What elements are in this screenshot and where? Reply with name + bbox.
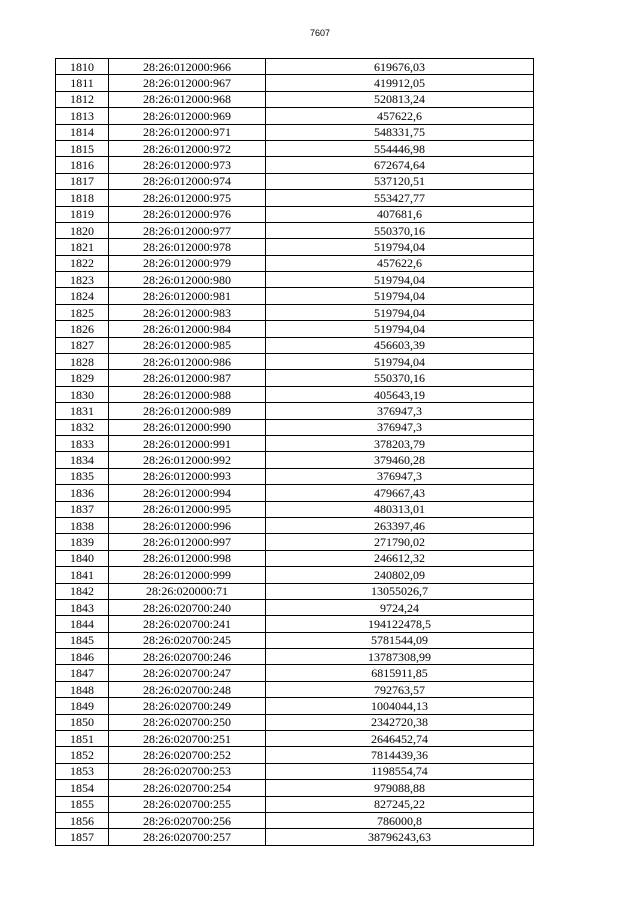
cadastral-value-cell: 2342720,38 xyxy=(266,714,534,730)
cadastral-number-cell: 28:26:020700:250 xyxy=(109,714,266,730)
table-row xyxy=(56,239,534,255)
row-number-cell: 1851 xyxy=(56,731,109,747)
cadastral-value-cell: 376947,3 xyxy=(266,419,534,435)
row-number-cell: 1843 xyxy=(56,599,109,615)
cadastral-value-cell: 519794,04 xyxy=(266,288,534,304)
cadastral-number-cell: 28:26:012000:968 xyxy=(109,91,266,107)
table-row xyxy=(56,714,534,730)
table-row xyxy=(56,59,534,75)
table-row xyxy=(56,304,534,320)
cadastral-value-table xyxy=(55,58,534,846)
table-row xyxy=(56,354,534,370)
table-row xyxy=(56,731,534,747)
table-row xyxy=(56,435,534,451)
table-row xyxy=(56,124,534,140)
cadastral-value-cell: 407681,6 xyxy=(266,206,534,222)
row-number-cell: 1847 xyxy=(56,665,109,681)
cadastral-number-cell: 28:26:020700:252 xyxy=(109,747,266,763)
cadastral-number-cell: 28:26:012000:984 xyxy=(109,321,266,337)
row-number-cell: 1841 xyxy=(56,567,109,583)
cadastral-number-cell: 28:26:020700:251 xyxy=(109,731,266,747)
table-row xyxy=(56,403,534,419)
cadastral-number-cell: 28:26:012000:985 xyxy=(109,337,266,353)
cadastral-value-cell: 979088,88 xyxy=(266,780,534,796)
cadastral-value-cell: 550370,16 xyxy=(266,222,534,238)
cadastral-number-cell: 28:26:020700:257 xyxy=(109,829,266,845)
row-number-cell: 1842 xyxy=(56,583,109,599)
page-number: 7607 xyxy=(309,28,331,38)
row-number-cell: 1825 xyxy=(56,304,109,320)
cadastral-value-cell: 246612,32 xyxy=(266,550,534,566)
cadastral-number-cell: 28:26:012000:976 xyxy=(109,206,266,222)
cadastral-number-cell: 28:26:012000:978 xyxy=(109,239,266,255)
cadastral-number-cell: 28:26:012000:977 xyxy=(109,222,266,238)
cadastral-number-cell: 28:26:012000:997 xyxy=(109,534,266,550)
row-number-cell: 1823 xyxy=(56,272,109,288)
table-row xyxy=(56,173,534,189)
row-number-cell: 1845 xyxy=(56,632,109,648)
row-number-cell: 1819 xyxy=(56,206,109,222)
row-number-cell: 1850 xyxy=(56,714,109,730)
cadastral-number-cell: 28:26:012000:972 xyxy=(109,140,266,156)
cadastral-value-cell: 240802,09 xyxy=(266,567,534,583)
row-number-cell: 1836 xyxy=(56,485,109,501)
cadastral-number-cell: 28:26:020700:247 xyxy=(109,665,266,681)
row-number-cell: 1821 xyxy=(56,239,109,255)
row-number-cell: 1812 xyxy=(56,91,109,107)
cadastral-value-cell: 519794,04 xyxy=(266,321,534,337)
cadastral-number-cell: 28:26:012000:987 xyxy=(109,370,266,386)
table-row xyxy=(56,419,534,435)
cadastral-value-cell: 271790,02 xyxy=(266,534,534,550)
cadastral-number-cell: 28:26:012000:980 xyxy=(109,272,266,288)
cadastral-value-cell: 6815911,85 xyxy=(266,665,534,681)
row-number-cell: 1826 xyxy=(56,321,109,337)
cadastral-value-cell: 457622,6 xyxy=(266,108,534,124)
row-number-cell: 1856 xyxy=(56,812,109,828)
cadastral-number-cell: 28:26:012000:979 xyxy=(109,255,266,271)
row-number-cell: 1852 xyxy=(56,747,109,763)
table-row xyxy=(56,190,534,206)
cadastral-number-cell: 28:26:020700:255 xyxy=(109,796,266,812)
row-number-cell: 1853 xyxy=(56,763,109,779)
row-number-cell: 1848 xyxy=(56,681,109,697)
row-number-cell: 1839 xyxy=(56,534,109,550)
row-number-cell: 1822 xyxy=(56,255,109,271)
cadastral-number-cell: 28:26:012000:981 xyxy=(109,288,266,304)
table-row xyxy=(56,222,534,238)
row-number-cell: 1854 xyxy=(56,780,109,796)
cadastral-number-cell: 28:26:012000:975 xyxy=(109,190,266,206)
row-number-cell: 1824 xyxy=(56,288,109,304)
cadastral-value-cell: 13055026,7 xyxy=(266,583,534,599)
cadastral-value-cell: 554446,98 xyxy=(266,140,534,156)
cadastral-value-cell: 548331,75 xyxy=(266,124,534,140)
table-row xyxy=(56,681,534,697)
cadastral-value-cell: 519794,04 xyxy=(266,272,534,288)
cadastral-number-cell: 28:26:012000:998 xyxy=(109,550,266,566)
table-row xyxy=(56,747,534,763)
cadastral-value-cell: 263397,46 xyxy=(266,517,534,533)
table-row xyxy=(56,632,534,648)
row-number-cell: 1831 xyxy=(56,403,109,419)
table-row xyxy=(56,665,534,681)
cadastral-value-cell: 786000,8 xyxy=(266,812,534,828)
row-number-cell: 1832 xyxy=(56,419,109,435)
table-row xyxy=(56,550,534,566)
table-row xyxy=(56,599,534,615)
cadastral-value-cell: 456603,39 xyxy=(266,337,534,353)
table-row xyxy=(56,108,534,124)
table-row xyxy=(56,255,534,271)
cadastral-value-cell: 792763,57 xyxy=(266,681,534,697)
cadastral-value-cell: 405643,19 xyxy=(266,386,534,402)
table-row xyxy=(56,288,534,304)
row-number-cell: 1834 xyxy=(56,452,109,468)
row-number-cell: 1813 xyxy=(56,108,109,124)
cadastral-value-cell: 553427,77 xyxy=(266,190,534,206)
table-row xyxy=(56,75,534,91)
cadastral-value-cell: 38796243,63 xyxy=(266,829,534,845)
row-number-cell: 1833 xyxy=(56,435,109,451)
row-number-cell: 1838 xyxy=(56,517,109,533)
row-number-cell: 1849 xyxy=(56,698,109,714)
cadastral-number-cell: 28:26:020000:71 xyxy=(109,583,266,599)
cadastral-number-cell: 28:26:012000:990 xyxy=(109,419,266,435)
table-row xyxy=(56,140,534,156)
cadastral-value-cell: 419912,05 xyxy=(266,75,534,91)
cadastral-value-cell: 379460,28 xyxy=(266,452,534,468)
row-number-cell: 1846 xyxy=(56,649,109,665)
row-number-cell: 1835 xyxy=(56,468,109,484)
cadastral-value-cell: 1198554,74 xyxy=(266,763,534,779)
row-number-cell: 1828 xyxy=(56,354,109,370)
cadastral-number-cell: 28:26:020700:248 xyxy=(109,681,266,697)
cadastral-value-cell: 479667,43 xyxy=(266,485,534,501)
row-number-cell: 1810 xyxy=(56,59,109,75)
table-row xyxy=(56,337,534,353)
cadastral-number-cell: 28:26:012000:992 xyxy=(109,452,266,468)
row-number-cell: 1820 xyxy=(56,222,109,238)
cadastral-number-cell: 28:26:012000:989 xyxy=(109,403,266,419)
cadastral-number-cell: 28:26:020700:246 xyxy=(109,649,266,665)
row-number-cell: 1844 xyxy=(56,616,109,632)
row-number-cell: 1818 xyxy=(56,190,109,206)
table-row xyxy=(56,501,534,517)
cadastral-number-cell: 28:26:012000:983 xyxy=(109,304,266,320)
table-row xyxy=(56,206,534,222)
table-row xyxy=(56,91,534,107)
row-number-cell: 1855 xyxy=(56,796,109,812)
row-number-cell: 1857 xyxy=(56,829,109,845)
cadastral-number-cell: 28:26:020700:245 xyxy=(109,632,266,648)
cadastral-value-cell: 376947,3 xyxy=(266,468,534,484)
cadastral-number-cell: 28:26:020700:256 xyxy=(109,812,266,828)
cadastral-value-cell: 519794,04 xyxy=(266,354,534,370)
table-row xyxy=(56,534,534,550)
cadastral-number-cell: 28:26:020700:241 xyxy=(109,616,266,632)
row-number-cell: 1816 xyxy=(56,157,109,173)
cadastral-value-cell: 457622,6 xyxy=(266,255,534,271)
cadastral-value-cell: 7814439,36 xyxy=(266,747,534,763)
cadastral-value-cell: 1004044,13 xyxy=(266,698,534,714)
table-row xyxy=(56,698,534,714)
cadastral-value-cell: 672674,64 xyxy=(266,157,534,173)
table-row xyxy=(56,812,534,828)
cadastral-number-cell: 28:26:012000:991 xyxy=(109,435,266,451)
cadastral-value-cell: 2646452,74 xyxy=(266,731,534,747)
table-row xyxy=(56,517,534,533)
table-body xyxy=(56,59,534,846)
table-row xyxy=(56,567,534,583)
cadastral-number-cell: 28:26:020700:249 xyxy=(109,698,266,714)
table-row xyxy=(56,829,534,845)
table-row xyxy=(56,616,534,632)
cadastral-number-cell: 28:26:012000:996 xyxy=(109,517,266,533)
row-number-cell: 1837 xyxy=(56,501,109,517)
row-number-cell: 1829 xyxy=(56,370,109,386)
cadastral-value-cell: 13787308,99 xyxy=(266,649,534,665)
row-number-cell: 1830 xyxy=(56,386,109,402)
cadastral-number-cell: 28:26:012000:969 xyxy=(109,108,266,124)
table-row xyxy=(56,780,534,796)
table-row xyxy=(56,157,534,173)
cadastral-number-cell: 28:26:020700:254 xyxy=(109,780,266,796)
table-row xyxy=(56,452,534,468)
table-row xyxy=(56,649,534,665)
row-number-cell: 1817 xyxy=(56,173,109,189)
cadastral-number-cell: 28:26:012000:967 xyxy=(109,75,266,91)
row-number-cell: 1840 xyxy=(56,550,109,566)
cadastral-number-cell: 28:26:020700:240 xyxy=(109,599,266,615)
cadastral-value-cell: 827245,22 xyxy=(266,796,534,812)
cadastral-number-cell: 28:26:012000:988 xyxy=(109,386,266,402)
cadastral-number-cell: 28:26:012000:974 xyxy=(109,173,266,189)
table-row xyxy=(56,796,534,812)
cadastral-value-cell: 378203,79 xyxy=(266,435,534,451)
table-row xyxy=(56,583,534,599)
table-row xyxy=(56,370,534,386)
table-row xyxy=(56,386,534,402)
cadastral-number-cell: 28:26:012000:993 xyxy=(109,468,266,484)
cadastral-value-cell: 520813,24 xyxy=(266,91,534,107)
cadastral-value-cell: 194122478,5 xyxy=(266,616,534,632)
cadastral-value-cell: 9724,24 xyxy=(266,599,534,615)
row-number-cell: 1811 xyxy=(56,75,109,91)
cadastral-number-cell: 28:26:012000:973 xyxy=(109,157,266,173)
table-row xyxy=(56,485,534,501)
table-row xyxy=(56,468,534,484)
cadastral-number-cell: 28:26:020700:253 xyxy=(109,763,266,779)
cadastral-value-cell: 376947,3 xyxy=(266,403,534,419)
cadastral-number-cell: 28:26:012000:966 xyxy=(109,59,266,75)
cadastral-number-cell: 28:26:012000:986 xyxy=(109,354,266,370)
cadastral-value-cell: 5781544,09 xyxy=(266,632,534,648)
row-number-cell: 1815 xyxy=(56,140,109,156)
cadastral-value-cell: 480313,01 xyxy=(266,501,534,517)
cadastral-number-cell: 28:26:012000:971 xyxy=(109,124,266,140)
cadastral-value-cell: 619676,03 xyxy=(266,59,534,75)
row-number-cell: 1814 xyxy=(56,124,109,140)
cadastral-number-cell: 28:26:012000:994 xyxy=(109,485,266,501)
table-row xyxy=(56,763,534,779)
cadastral-number-cell: 28:26:012000:999 xyxy=(109,567,266,583)
cadastral-number-cell: 28:26:012000:995 xyxy=(109,501,266,517)
row-number-cell: 1827 xyxy=(56,337,109,353)
cadastral-value-cell: 519794,04 xyxy=(266,239,534,255)
cadastral-value-cell: 550370,16 xyxy=(266,370,534,386)
cadastral-value-cell: 537120,51 xyxy=(266,173,534,189)
cadastral-value-cell: 519794,04 xyxy=(266,304,534,320)
table-row xyxy=(56,321,534,337)
table-row xyxy=(56,272,534,288)
